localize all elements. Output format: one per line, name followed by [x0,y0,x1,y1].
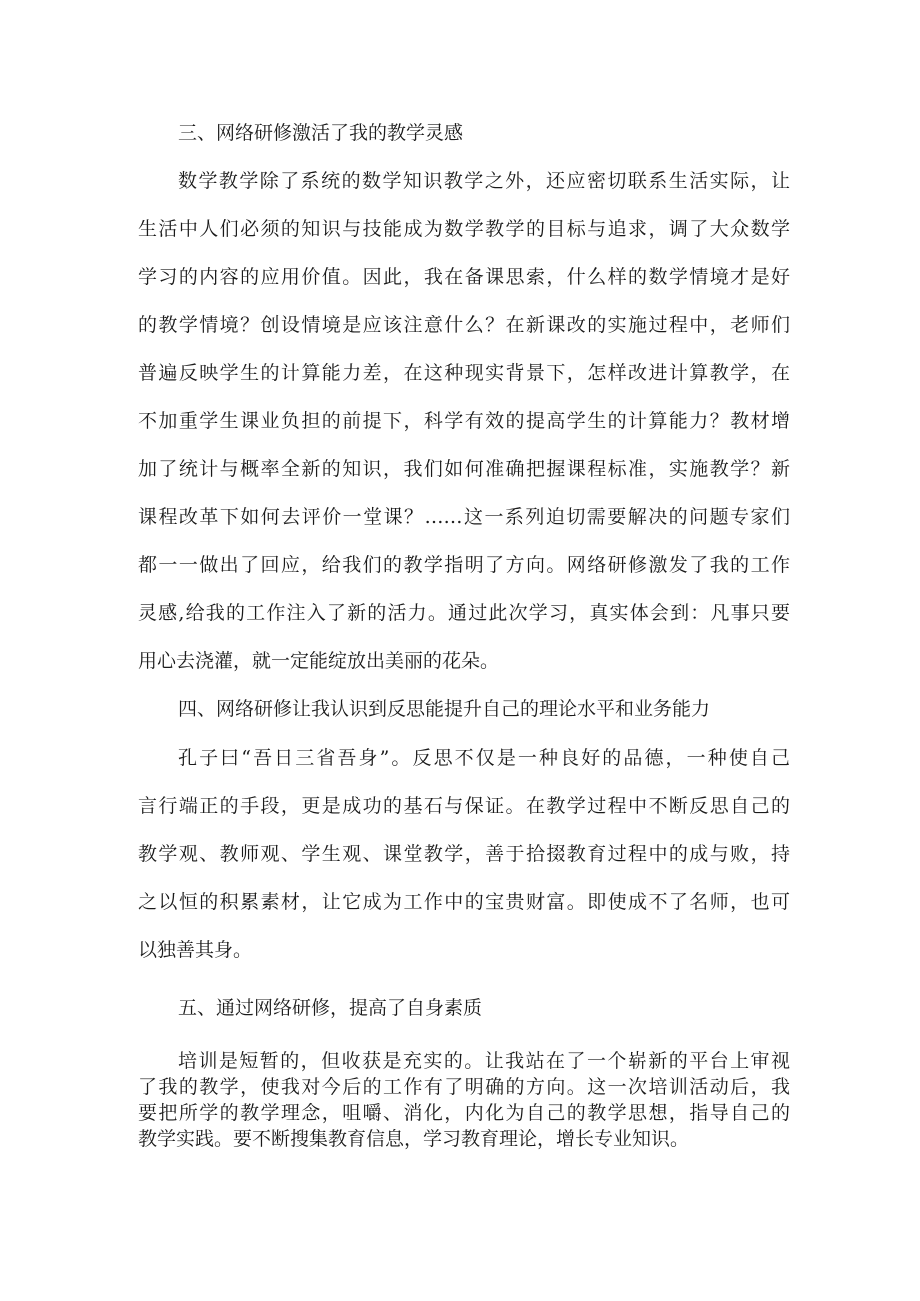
section3-line-11: 用心去浇灌，就一定能绽放出美丽的花朵。 [138,650,500,672]
section4-line-4: 之以恒的积累素材，让它成为工作中的宝贵财富。即使成不了名师，也可 [138,891,790,913]
section3-line-8: 课程改革下如何去评价一堂课？……这一系列迫切需要解决的问题专家们 [138,506,790,528]
section4-line-5: 以独善其身。 [138,939,253,961]
section4-line-2: 言行端正的手段，更是成功的基石与保证。在教学过程中不断反思自己的 [138,795,790,817]
section5-heading: 五、通过网络研修，提高了自身素质 [178,997,483,1019]
section3-line-9: 都一一做出了回应，给我们的教学指明了方向。网络研修激发了我的工作 [138,554,790,576]
section4-line-3: 教学观、教师观、学生观、课堂教学，善于拾掇教育过程中的成与败，持 [138,843,790,865]
section3-line-5: 普遍反映学生的计算能力差，在这种现实背景下，怎样改进计算教学，在 [138,362,790,384]
section5-line-2: 了我的教学，使我对今后的工作有了明确的方向。这一次培训活动后，我 [138,1076,790,1098]
section3-heading: 三、网络研修激活了我的教学灵感 [178,122,464,144]
section3-line-1: 数学教学除了系统的数学知识教学之外，还应密切联系生活实际，让 [178,170,790,192]
section3-line-2: 生活中人们必须的知识与技能成为数学教学的目标与追求，调了大众数学 [138,218,790,240]
section3-line-10: 灵感,给我的工作注入了新的活力。通过此次学习，真实体会到：凡事只要 [138,602,790,624]
section4-heading: 四、网络研修让我认识到反思能提升自己的理论水平和业务能力 [178,698,711,720]
section4-line-1: 孔子曰“吾日三省吾身”。反思不仅是一种良好的品德，一种使自己 [178,747,790,769]
section3-line-6: 不加重学生课业负担的前提下，科学有效的提高学生的计算能力？教材增 [138,410,790,432]
section3-line-7: 加了统计与概率全新的知识，我们如何准确把握课程标准，实施教学？新 [138,458,790,480]
section5-line-4: 教学实践。要不断搜集教育信息，学习教育理论，增长专业知识。 [138,1128,690,1150]
section3-line-3: 学习的内容的应用价值。因此，我在备课思索，什么样的数学情境才是好 [138,266,790,288]
section5-line-1: 培训是短暂的，但收获是充实的。让我站在了一个崭新的平台上审视 [178,1050,790,1072]
section3-line-4: 的教学情境？创设情境是应该注意什么？在新课改的实施过程中，老师们 [138,314,790,336]
section5-line-3: 要把所学的教学理念，咀嚼、消化，内化为自己的教学思想，指导自己的 [138,1102,790,1124]
